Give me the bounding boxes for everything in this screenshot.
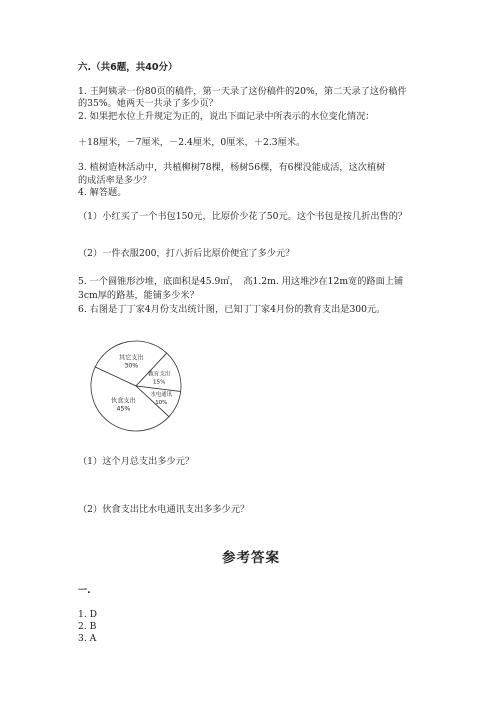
answer-1: 1. D	[78, 609, 98, 620]
question-4: 4. 解答题。	[78, 187, 127, 198]
answers-title: 参考答案	[222, 550, 280, 566]
expense-pie-chart	[86, 336, 186, 436]
question-3-line-2: 的成活率是多少？	[78, 175, 152, 186]
answer-3: 3. A	[78, 633, 97, 644]
pie-category-food: 伙食支出	[111, 397, 136, 405]
question-4-sub-1: （1）小红买了一个书包150元，比原价少花了50元。这个书包是按几折出售的？	[78, 211, 408, 222]
question-4-sub-2: （2）一件衣服200，打八折后比原价便宜了多少元？	[78, 248, 295, 259]
pie-category-utilities: 水电通讯	[150, 391, 173, 398]
question-5-line-1: 5. 一个圆锥形沙堆，底面积是45.9㎡， 高1.2m. 用这堆沙在12m宽的路面上铺	[78, 276, 404, 287]
question-2-line-2: ＋18厘米，－7厘米，－2.4厘米，0厘米，＋2.3厘米。	[78, 137, 306, 148]
section-heading: 六.（共6题，共40分）	[78, 62, 178, 73]
pie-percent-other: 30%	[124, 362, 139, 370]
pie-category-other: 其它支出	[118, 354, 144, 362]
question-1-line-1: 1. 王阿姨录一份80页的稿件，第一天录了这份稿件的20%，第二天录了这份稿件	[78, 86, 407, 97]
answer-2: 2. B	[78, 621, 97, 632]
question-5-line-2: 3cm厚的路基，能铺多少米？	[78, 290, 199, 301]
question-3-line-1: 3. 植树造林活动中，共植柳树78棵，杨树56棵，有6棵没能成活，这次植树	[78, 162, 386, 173]
answers-part-1: 一.	[78, 585, 91, 596]
pie-category-education: 教育支出	[148, 371, 171, 378]
question-6-sub-2: （2）伙食支出比水电通讯支出多多少元？	[78, 504, 250, 515]
question-6-sub-1: （1）这个月总支出多少元？	[78, 456, 195, 467]
pie-percent-education: 15%	[153, 379, 166, 386]
question-6: 6. 右图是丁丁家4月份支出统计图，已知丁丁家4月份的教育支出是300元。	[78, 304, 386, 315]
question-1-line-2: 的35%。她两天一共录了多少页？	[78, 98, 218, 109]
question-2-line-1: 2. 如果把水位上升规定为正的，说出下面记录中所表示的水位变化情况：	[78, 111, 375, 122]
pie-percent-food: 45%	[116, 405, 131, 413]
pie-percent-utilities: 10%	[155, 399, 168, 406]
